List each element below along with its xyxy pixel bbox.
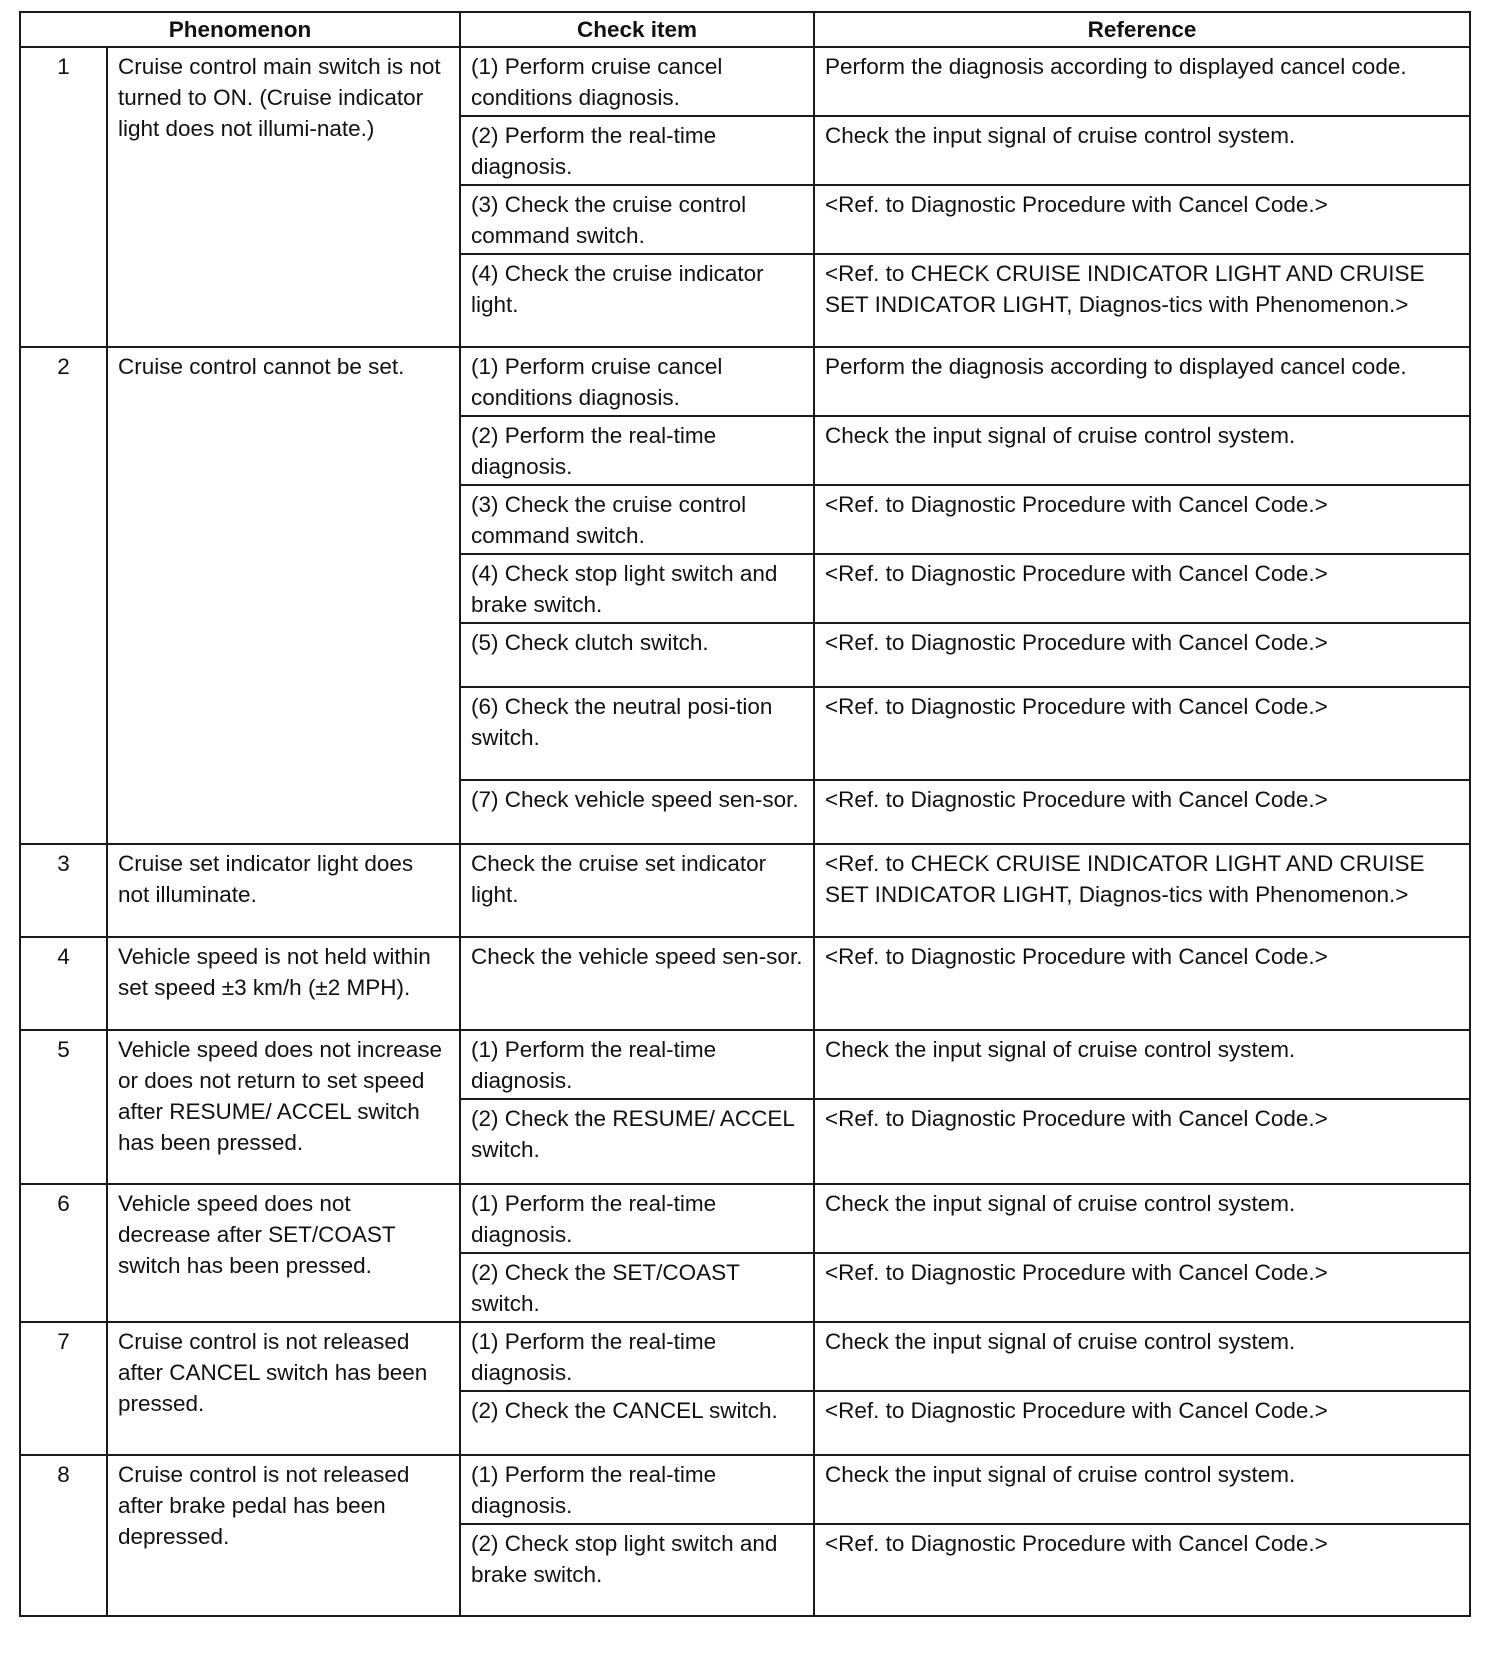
phenomenon-text: Vehicle speed is not held within set speed ±3 km/h (±2 MPH). xyxy=(107,937,460,1030)
phenomenon-number: 8 xyxy=(20,1455,107,1616)
reference: Check the input signal of cruise control system. xyxy=(814,1455,1470,1524)
phenomenon-number: 2 xyxy=(20,347,107,844)
reference: <Ref. to Diagnostic Procedure with Cancel Code.> xyxy=(814,623,1470,687)
check-item: (1) Perform the real-time diagnosis. xyxy=(460,1184,814,1253)
table-row xyxy=(20,347,1470,416)
table-body xyxy=(20,47,1470,1616)
phenomenon-text: Cruise control cannot be set. xyxy=(107,347,460,844)
check-item: (2) Perform the real-time diagnosis. xyxy=(460,116,814,185)
check-item: Check the cruise set indicator light. xyxy=(460,844,814,937)
reference: Perform the diagnosis according to displayed cancel code. xyxy=(814,47,1470,116)
reference: <Ref. to CHECK CRUISE INDICATOR LIGHT AND CRUISE SET INDICATOR LIGHT, Diagnos-tics with Phenomenon.> xyxy=(814,254,1470,347)
table-row xyxy=(20,844,1470,937)
check-item: (3) Check the cruise control command switch. xyxy=(460,485,814,554)
reference: Perform the diagnosis according to displayed cancel code. xyxy=(814,347,1470,416)
reference: <Ref. to Diagnostic Procedure with Cancel Code.> xyxy=(814,485,1470,554)
check-item: (2) Perform the real-time diagnosis. xyxy=(460,416,814,485)
phenomenon-number: 6 xyxy=(20,1184,107,1322)
phenomenon-text: Vehicle speed does not decrease after SET/COAST switch has been pressed. xyxy=(107,1184,460,1322)
reference: <Ref. to Diagnostic Procedure with Cancel Code.> xyxy=(814,1391,1470,1455)
check-item: (1) Perform the real-time diagnosis. xyxy=(460,1030,814,1099)
phenomenon-number: 5 xyxy=(20,1030,107,1184)
phenomenon-text: Cruise control is not released after CANCEL switch has been pressed. xyxy=(107,1322,460,1455)
reference: <Ref. to Diagnostic Procedure with Cancel Code.> xyxy=(814,1253,1470,1322)
reference: <Ref. to Diagnostic Procedure with Cancel Code.> xyxy=(814,1099,1470,1184)
phenomenon-number: 7 xyxy=(20,1322,107,1455)
check-item: (1) Perform cruise cancel conditions diagnosis. xyxy=(460,47,814,116)
reference: Check the input signal of cruise control system. xyxy=(814,1322,1470,1391)
check-item: (2) Check the CANCEL switch. xyxy=(460,1391,814,1455)
table-row xyxy=(20,1322,1470,1391)
phenomenon-number: 3 xyxy=(20,844,107,937)
check-item: (2) Check the SET/COAST switch. xyxy=(460,1253,814,1322)
reference: Check the input signal of cruise control system. xyxy=(814,116,1470,185)
check-item: (1) Perform the real-time diagnosis. xyxy=(460,1322,814,1391)
reference: Check the input signal of cruise control system. xyxy=(814,416,1470,485)
check-item: Check the vehicle speed sen-sor. xyxy=(460,937,814,1030)
phenomenon-number: 1 xyxy=(20,47,107,347)
check-item: (4) Check stop light switch and brake switch. xyxy=(460,554,814,623)
reference: <Ref. to Diagnostic Procedure with Cancel Code.> xyxy=(814,780,1470,844)
phenomenon-number: 4 xyxy=(20,937,107,1030)
check-item: (5) Check clutch switch. xyxy=(460,623,814,687)
check-item: (4) Check the cruise indicator light. xyxy=(460,254,814,347)
table-row xyxy=(20,1455,1470,1524)
phenomenon-text: Cruise set indicator light does not illuminate. xyxy=(107,844,460,937)
diagnostic-table-sheet xyxy=(19,11,1469,1617)
phenomenon-text: Cruise control main switch is not turned to ON. (Cruise indicator light does not illumi-nate.) xyxy=(107,47,460,347)
header-reference: Reference xyxy=(814,12,1470,47)
header-check-item: Check item xyxy=(460,12,814,47)
check-item: (2) Check stop light switch and brake switch. xyxy=(460,1524,814,1616)
table-row xyxy=(20,1030,1470,1099)
check-item: (1) Perform cruise cancel conditions diagnosis. xyxy=(460,347,814,416)
check-item: (7) Check vehicle speed sen-sor. xyxy=(460,780,814,844)
phenomenon-text: Vehicle speed does not increase or does not return to set speed after RESUME/ ACCEL switch has been pressed. xyxy=(107,1030,460,1184)
check-item: (2) Check the RESUME/ ACCEL switch. xyxy=(460,1099,814,1184)
reference: Check the input signal of cruise control system. xyxy=(814,1184,1470,1253)
diagnostic-table xyxy=(19,11,1471,1617)
check-item: (6) Check the neutral posi-tion switch. xyxy=(460,687,814,780)
check-item: (1) Perform the real-time diagnosis. xyxy=(460,1455,814,1524)
check-item: (3) Check the cruise control command switch. xyxy=(460,185,814,254)
reference: <Ref. to CHECK CRUISE INDICATOR LIGHT AND CRUISE SET INDICATOR LIGHT, Diagnos-tics with Phenomenon.> xyxy=(814,844,1470,937)
reference: <Ref. to Diagnostic Procedure with Cancel Code.> xyxy=(814,554,1470,623)
phenomenon-text: Cruise control is not released after brake pedal has been depressed. xyxy=(107,1455,460,1616)
table-row xyxy=(20,47,1470,116)
reference: Check the input signal of cruise control system. xyxy=(814,1030,1470,1099)
header-phenomenon: Phenomenon xyxy=(20,12,460,47)
table-row xyxy=(20,937,1470,1030)
reference: <Ref. to Diagnostic Procedure with Cancel Code.> xyxy=(814,185,1470,254)
reference: <Ref. to Diagnostic Procedure with Cancel Code.> xyxy=(814,1524,1470,1616)
header-row xyxy=(20,12,1470,47)
reference: <Ref. to Diagnostic Procedure with Cancel Code.> xyxy=(814,937,1470,1030)
table-row xyxy=(20,1184,1470,1253)
reference: <Ref. to Diagnostic Procedure with Cancel Code.> xyxy=(814,687,1470,780)
